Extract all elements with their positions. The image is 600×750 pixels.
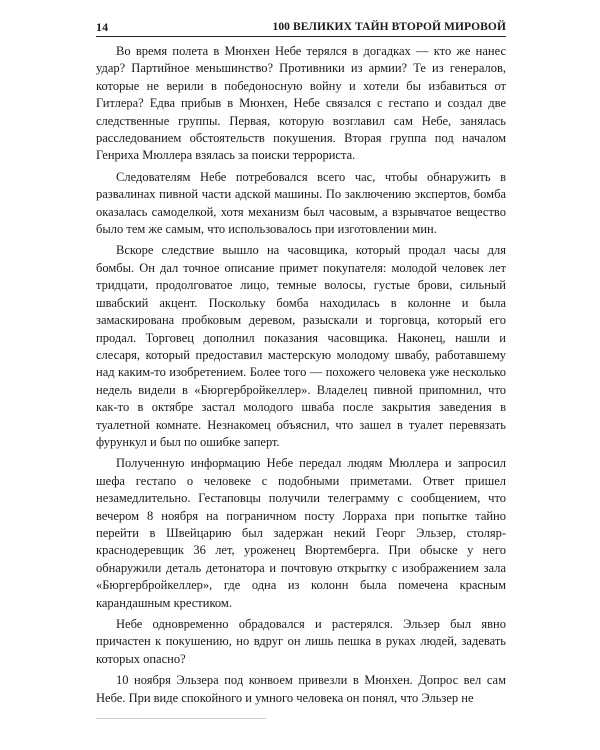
page-number: 14 — [96, 20, 109, 34]
paragraph: Во время полета в Мюнхен Небе терялся в догадках — кто же нанес удар? Партийное меньшинство? Противники из армии? Те из генералов, которые не верили в победоносную войну и хотели бы избавиться от Гитлера? Едва прибыв в Мюнхен, Небе связался с гестапо и создал две следственные группы. Первая, которую возглавил сам Небе, занялась расследованием обстоятельств покушения. Вторая группа под началом Генриха Мюллера взялась за поиски террориста. — [96, 44, 506, 163]
paragraph: Небе одновременно обрадовался и растерялся. Эльзер был явно причастен к покушению, но вдруг он лишь пешка в руках людей, задевать которых опасно? — [96, 617, 506, 666]
paragraph: 10 ноября Эльзера под конвоем привезли в Мюнхен. Допрос вел сам Небе. При виде спокойного и умного человека он понял, что Эльзер не — [96, 673, 506, 705]
book-page — [96, 20, 506, 707]
paragraph: Полученную информацию Небе передал людям Мюллера и запросил шефа гестапо о человеке с подобными приметами. Ответ пришел незамедлительно. Гестаповцы получили телеграмму с сообщением, что вечером 8 ноября на пограничном посту Лорраха при попытке тайно перейти в Швейцарию был задержан некий Георг Эльзер, столяр-краснодеревщик 36 лет, уроженец Вюртемберга. При обыске у него обнаружили деталь детонатора и почтовую открытку с изображением зала «Бюргербройкеллер», где одна из колонн была помечена красным карандашным крестиком. — [96, 456, 506, 610]
running-title: 100 ВЕЛИКИХ ТАЙН ВТОРОЙ МИРОВОЙ — [272, 21, 506, 33]
footer-divider — [96, 718, 266, 719]
running-header — [96, 20, 506, 37]
body-text — [96, 43, 506, 707]
paragraph: Следователям Небе потребовался всего час, чтобы обнаружить в развалинах пивной части адской машины. По заключению экспертов, бомба оказалась самоделкой, хотя механизм был часовым, а взрывчатое вещество было тем же самым, что использовалось при изготовлении мин. — [96, 169, 506, 237]
paragraph: Вскоре следствие вышло на часовщика, который продал часы для бомбы. Он дал точное описание примет покупателя: молодой человек лет тридцати, продолговатое лицо, темные волосы, густые брови, сильный швабский акцент. Поскольку бомба находилась в колонне и была замаскирована пробковым деревом, разыскали и торговца, который его продал. Торговец дополнил показания часовщика. Наконец, нашли и слесаря, который предоставил мастерскую молодому швабу, работавшему над каким-то изобретением. Более того — похожего человека уже несколько недель видели в «Бюргербройкеллер». Владелец пивной припомнил, что как-то в октябре застал молодого шваба после закрытия заведения в туалетной комнате. Незнакомец объяснил, что зашел в туалет перевязать фурункул и был по ошибке заперт. — [96, 243, 506, 449]
